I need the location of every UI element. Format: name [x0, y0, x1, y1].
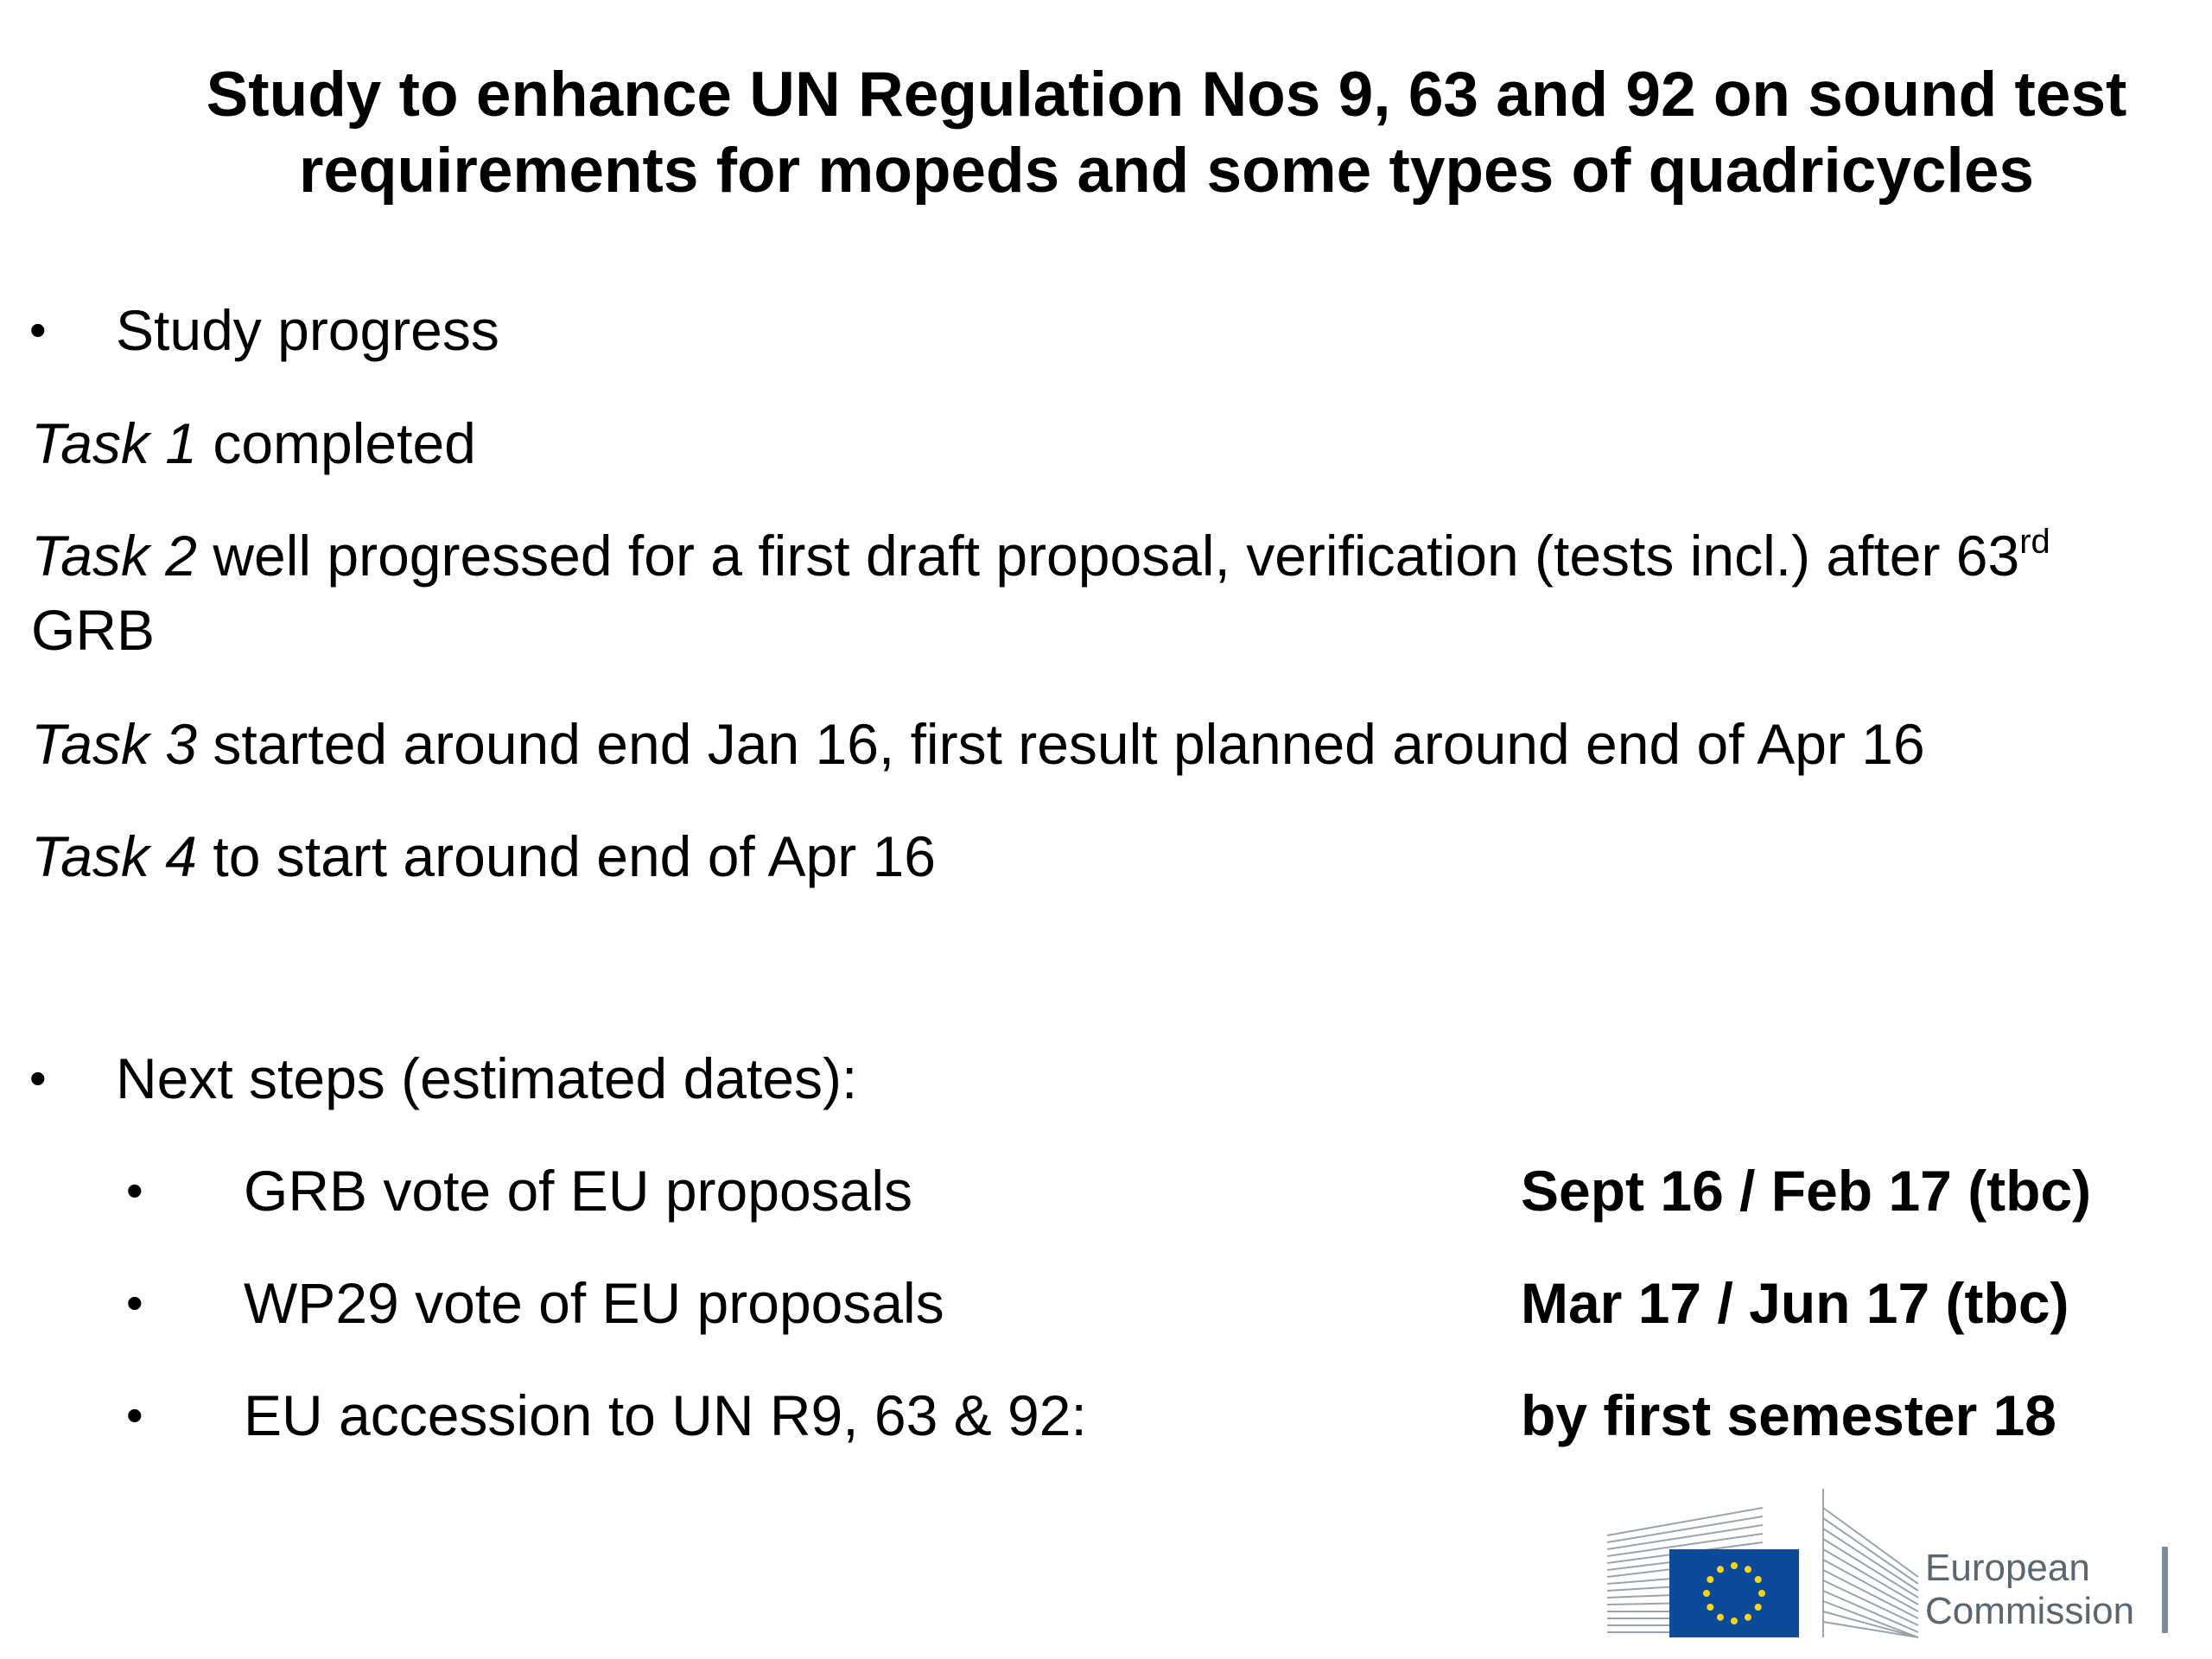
eu-star-icon: [1707, 1604, 1713, 1611]
study-progress-heading: Study progress: [116, 298, 499, 362]
task-label: Task 3: [31, 712, 198, 776]
bullet-dot: •: [29, 302, 47, 357]
step-date: by first semester 18: [1521, 1383, 2057, 1447]
bullet-dot: •: [126, 1163, 143, 1217]
task-text: completed: [197, 411, 476, 475]
eu-star-icon: [1731, 1562, 1738, 1569]
eu-star-icon: [1745, 1614, 1751, 1621]
task-4-line: [31, 819, 2174, 893]
logo-line-2: Commission: [1925, 1590, 2135, 1632]
task-1-line: [31, 406, 2174, 480]
logo-wordmark: [1925, 1547, 2134, 1633]
eu-star-icon: [1755, 1604, 1762, 1611]
step-label: EU accession to UN R9, 63 & 92:: [244, 1383, 1087, 1447]
step-label: WP29 vote of EU proposals: [244, 1271, 944, 1335]
task-label: Task 4: [31, 824, 198, 888]
task-text-tail: GRB: [31, 598, 156, 662]
step-label: GRB vote of EU proposals: [244, 1159, 913, 1223]
eu-star-icon: [1755, 1576, 1762, 1583]
task-text: started around end Jan 16, first result planned around end of Apr 16: [197, 712, 1925, 776]
step-date: Sept 16 / Feb 17 (tbc): [1521, 1159, 2092, 1223]
logo-line-1: European: [1925, 1547, 2090, 1589]
task-label: Task 2: [31, 524, 198, 588]
eu-star-icon: [1717, 1566, 1724, 1573]
next-steps-heading: Next steps (estimated dates):: [116, 1046, 858, 1110]
bullet-dot: •: [126, 1275, 143, 1330]
eu-star-icon: [1707, 1576, 1713, 1583]
logo-divider: [2162, 1547, 2168, 1633]
eu-star-icon: [1745, 1566, 1751, 1573]
task-text: to start around end of Apr 16: [197, 824, 936, 888]
task-text: well progressed for a first draft proposal, verification (tests incl.) after 63: [197, 524, 2020, 588]
eu-star-icon: [1731, 1618, 1738, 1624]
bullet-dot: •: [29, 1051, 47, 1105]
eu-star-icon: [1703, 1590, 1710, 1597]
eu-star-icon: [1758, 1590, 1765, 1597]
bullet-dot: •: [126, 1388, 143, 1442]
task-label: Task 1: [31, 411, 198, 475]
step-date: Mar 17 / Jun 17 (tbc): [1521, 1271, 2069, 1335]
ordinal-suffix: rd: [2019, 523, 2050, 561]
building-right-icon: [1823, 1489, 1918, 1637]
slide-title: Study to enhance UN Regulation Nos 9, 63 and 92 on sound test requirements for mopeds and some types of quadricycles: [206, 60, 2127, 206]
task-2-line: [31, 518, 2174, 667]
eu-star-icon: [1717, 1614, 1724, 1621]
task-3-line: [31, 707, 2174, 781]
